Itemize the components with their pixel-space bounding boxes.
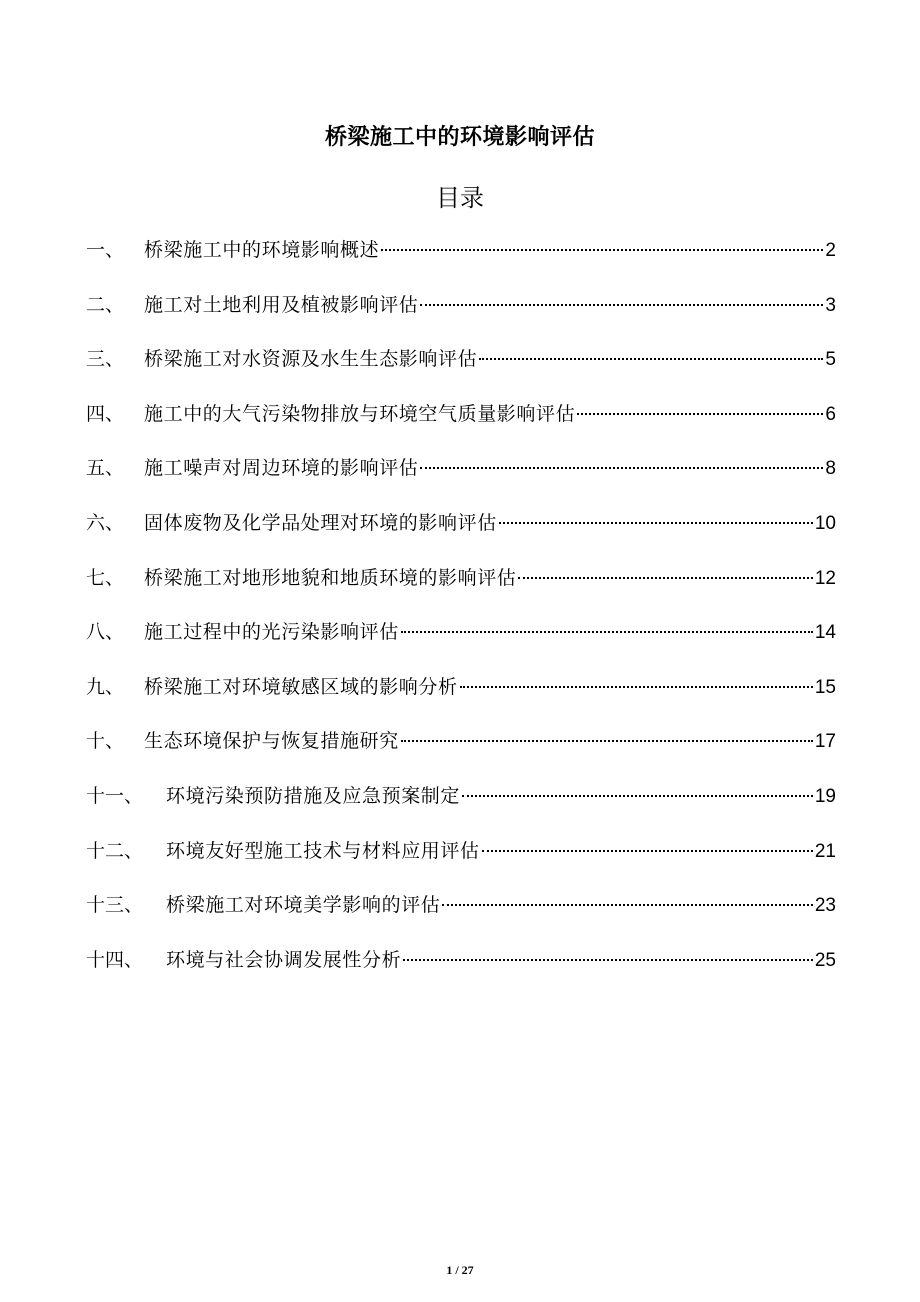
toc-entry-2[interactable] xyxy=(86,285,836,340)
toc-entry-9[interactable] xyxy=(86,667,836,722)
toc-dot-leader xyxy=(420,467,823,469)
toc-dot-leader xyxy=(381,249,823,251)
toc-entry-number: 十一、 xyxy=(86,784,144,807)
toc-entry-number: 八、 xyxy=(86,621,125,644)
toc-entry-title: 桥梁施工中的环境影响概述 xyxy=(144,239,380,261)
toc-entry-title: 施工中的大气污染物排放与环境空气质量影响评估 xyxy=(144,402,576,425)
toc-entry-page: 17 xyxy=(814,731,836,753)
toc-entry-14[interactable] xyxy=(86,940,836,995)
toc-entry-page: 8 xyxy=(825,458,836,480)
document-title: 桥梁施工中的环境影响评估 xyxy=(324,125,595,150)
toc-entry-title: 施工对土地利用及植被影响评估 xyxy=(144,293,419,316)
toc-entry-title: 环境污染预防措施及应急预案制定 xyxy=(166,784,461,807)
toc-entry-page: 23 xyxy=(814,895,836,917)
toc-entry-page: 2 xyxy=(825,240,836,261)
toc-entry-5[interactable] xyxy=(86,448,836,503)
toc-dot-leader xyxy=(518,577,812,579)
toc-dot-leader xyxy=(401,631,813,633)
toc-entry-page: 10 xyxy=(814,512,836,534)
toc-entry-title: 桥梁施工对水资源及水生生态影响评估 xyxy=(144,348,478,371)
toc-entry-3[interactable] xyxy=(86,339,836,394)
toc-dot-leader xyxy=(442,904,812,906)
toc-entry-title: 环境友好型施工技术与材料应用评估 xyxy=(166,839,480,862)
toc-entry-title: 桥梁施工对环境敏感区域的影响分析 xyxy=(144,675,458,698)
toc-entry-title: 环境与社会协调发展性分析 xyxy=(166,948,402,971)
toc-entry-title: 桥梁施工对地形地貌和地质环境的影响评估 xyxy=(144,566,517,589)
toc-entry-number: 四、 xyxy=(86,402,125,425)
toc-entry-10[interactable] xyxy=(86,721,836,776)
toc-entry-1[interactable] xyxy=(86,230,836,285)
toc-entry-number: 六、 xyxy=(86,511,125,534)
toc-dot-leader xyxy=(401,740,813,742)
table-of-contents xyxy=(86,230,836,994)
toc-entry-number: 三、 xyxy=(86,348,125,371)
toc-entry-number: 七、 xyxy=(86,566,125,589)
toc-entry-page: 12 xyxy=(814,567,836,589)
toc-entry-7[interactable] xyxy=(86,558,836,613)
toc-entry-12[interactable] xyxy=(86,831,836,886)
toc-entry-page: 25 xyxy=(814,949,836,971)
toc-entry-title: 施工噪声对周边环境的影响评估 xyxy=(144,457,419,480)
toc-dot-leader xyxy=(577,413,823,415)
toc-entry-number: 十二、 xyxy=(86,839,144,862)
toc-entry-number: 十、 xyxy=(86,730,125,753)
page-number-footer: 1 / 27 xyxy=(446,1263,474,1277)
toc-entry-page: 14 xyxy=(814,622,836,644)
toc-entry-number: 五、 xyxy=(86,457,125,480)
toc-entry-11[interactable] xyxy=(86,776,836,831)
toc-entry-title: 桥梁施工对环境美学影响的评估 xyxy=(166,894,441,917)
toc-entry-number: 一、 xyxy=(86,239,125,261)
toc-entry-page: 3 xyxy=(825,294,836,316)
toc-entry-page: 21 xyxy=(814,840,836,862)
toc-dot-leader xyxy=(460,686,813,688)
toc-dot-leader xyxy=(479,358,823,360)
toc-entry-13[interactable] xyxy=(86,885,836,940)
toc-dot-leader xyxy=(462,795,813,797)
toc-entry-8[interactable] xyxy=(86,612,836,667)
toc-entry-page: 5 xyxy=(825,349,836,371)
toc-entry-6[interactable] xyxy=(86,503,836,558)
toc-entry-page: 6 xyxy=(825,403,836,425)
toc-entry-title: 生态环境保护与恢复措施研究 xyxy=(144,730,399,753)
toc-entry-number: 二、 xyxy=(86,293,125,316)
toc-entry-number: 九、 xyxy=(86,675,125,698)
toc-dot-leader xyxy=(420,304,823,306)
toc-entry-number: 十三、 xyxy=(86,894,144,917)
toc-entry-4[interactable] xyxy=(86,394,836,449)
toc-entry-title: 固体废物及化学品处理对环境的影响评估 xyxy=(144,511,497,534)
toc-entry-number: 十四、 xyxy=(86,948,144,971)
toc-dot-leader xyxy=(403,959,813,961)
toc-dot-leader xyxy=(499,522,813,524)
toc-entry-title: 施工过程中的光污染影响评估 xyxy=(144,621,399,644)
toc-dot-leader xyxy=(482,850,813,852)
toc-entry-page: 15 xyxy=(814,676,836,698)
toc-heading: 目录 xyxy=(436,184,484,212)
toc-entry-page: 19 xyxy=(814,785,836,807)
